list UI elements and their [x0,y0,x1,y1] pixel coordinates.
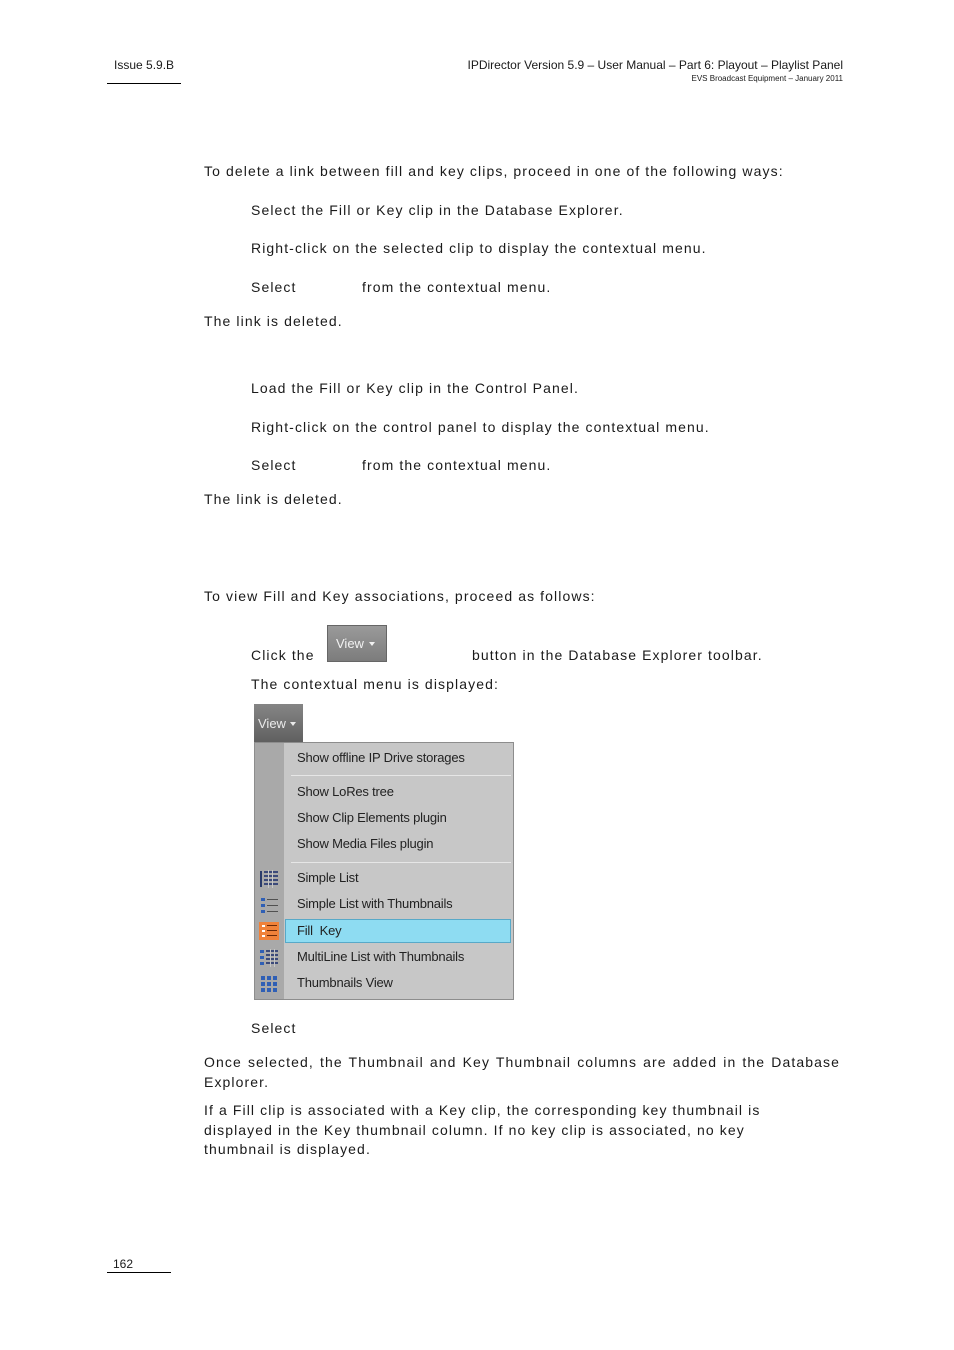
manual-title: IPDirector Version 5.9 – User Manual – Part 6: Playout – Playlist Panel [467,58,843,72]
view-button-image [327,625,387,662]
delete-m1-result: The link is deleted. [204,313,343,329]
menu-view-button[interactable] [254,704,303,743]
delete-m1-step3-b: from the contextual menu. [362,279,552,295]
view-step1-b: button in the Database Explorer toolbar. [472,647,763,663]
simple-list-icon [259,870,279,888]
caret-down-icon [290,722,296,726]
page-number: 162 [113,1257,134,1271]
delete-m1-step3-a: Select [251,279,297,295]
menu-item-show-lores[interactable]: Show LoRes tree [297,784,394,799]
menu-item-multiline-list[interactable]: MultiLine List with Thumbnails [297,949,465,964]
menu-item-thumbnails-view[interactable]: Thumbnails View [297,975,393,990]
delete-m1-step1: Select the Fill or Key clip in the Database Explorer. [251,202,624,218]
issue-label: Issue 5.9.B [114,58,175,72]
delete-m2-step2: Right-click on the control panel to display the contextual menu. [251,419,710,435]
delete-m1-step2: Right-click on the selected clip to display the contextual menu. [251,240,707,256]
footer-rule [107,1272,171,1273]
fill-key-icon [259,922,279,940]
simple-list-thumbnails-icon [259,896,279,914]
delete-intro: To delete a link between fill and key clips, proceed in one of the following ways: [204,163,784,179]
menu-view-label: View [258,716,286,731]
publisher-date: EVS Broadcast Equipment – January 2011 [691,74,843,83]
view-contextual-menu [254,742,514,1000]
multiline-list-icon [259,949,279,967]
delete-m2-step1: Load the Fill or Key clip in the Control Panel. [251,380,579,396]
menu-item-simple-list[interactable]: Simple List [297,870,359,885]
menu-item-show-offline[interactable]: Show offline IP Drive storages [297,750,465,765]
view-step2: The contextual menu is displayed: [251,676,499,692]
view-step1-a: Click the [251,647,315,663]
delete-m2-result: The link is deleted. [204,491,343,507]
menu-separator [291,775,511,776]
view-intro: To view Fill and Key associations, proceed as follows: [204,588,596,604]
delete-m2-step3-a: Select [251,457,297,473]
view-button-label: View [336,636,364,651]
menu-item-show-media-files[interactable]: Show Media Files plugin [297,836,434,851]
view-step3: Select [251,1020,297,1036]
view-para1: Once selected, the Thumbnail and Key Thumbnail columns are added in the Database Explorer. [204,1054,840,1090]
menu-item-show-clip-elements[interactable]: Show Clip Elements plugin [297,810,447,825]
menu-separator [291,862,511,863]
menu-item-simple-list-thumbnails[interactable]: Simple List with Thumbnails [297,896,453,911]
thumbnails-view-icon [259,975,279,993]
header-rule [107,83,181,84]
delete-m2-step3-b: from the contextual menu. [362,457,552,473]
caret-down-icon [369,642,375,646]
menu-item-fill-key[interactable]: Fill Key [297,923,342,938]
view-para2: If a Fill clip is associated with a Key clip, the corresponding key thumbnail is displayed in the Key thumbnail column. If no key clip is associated, no key thumbnail is displayed. [204,1102,761,1157]
